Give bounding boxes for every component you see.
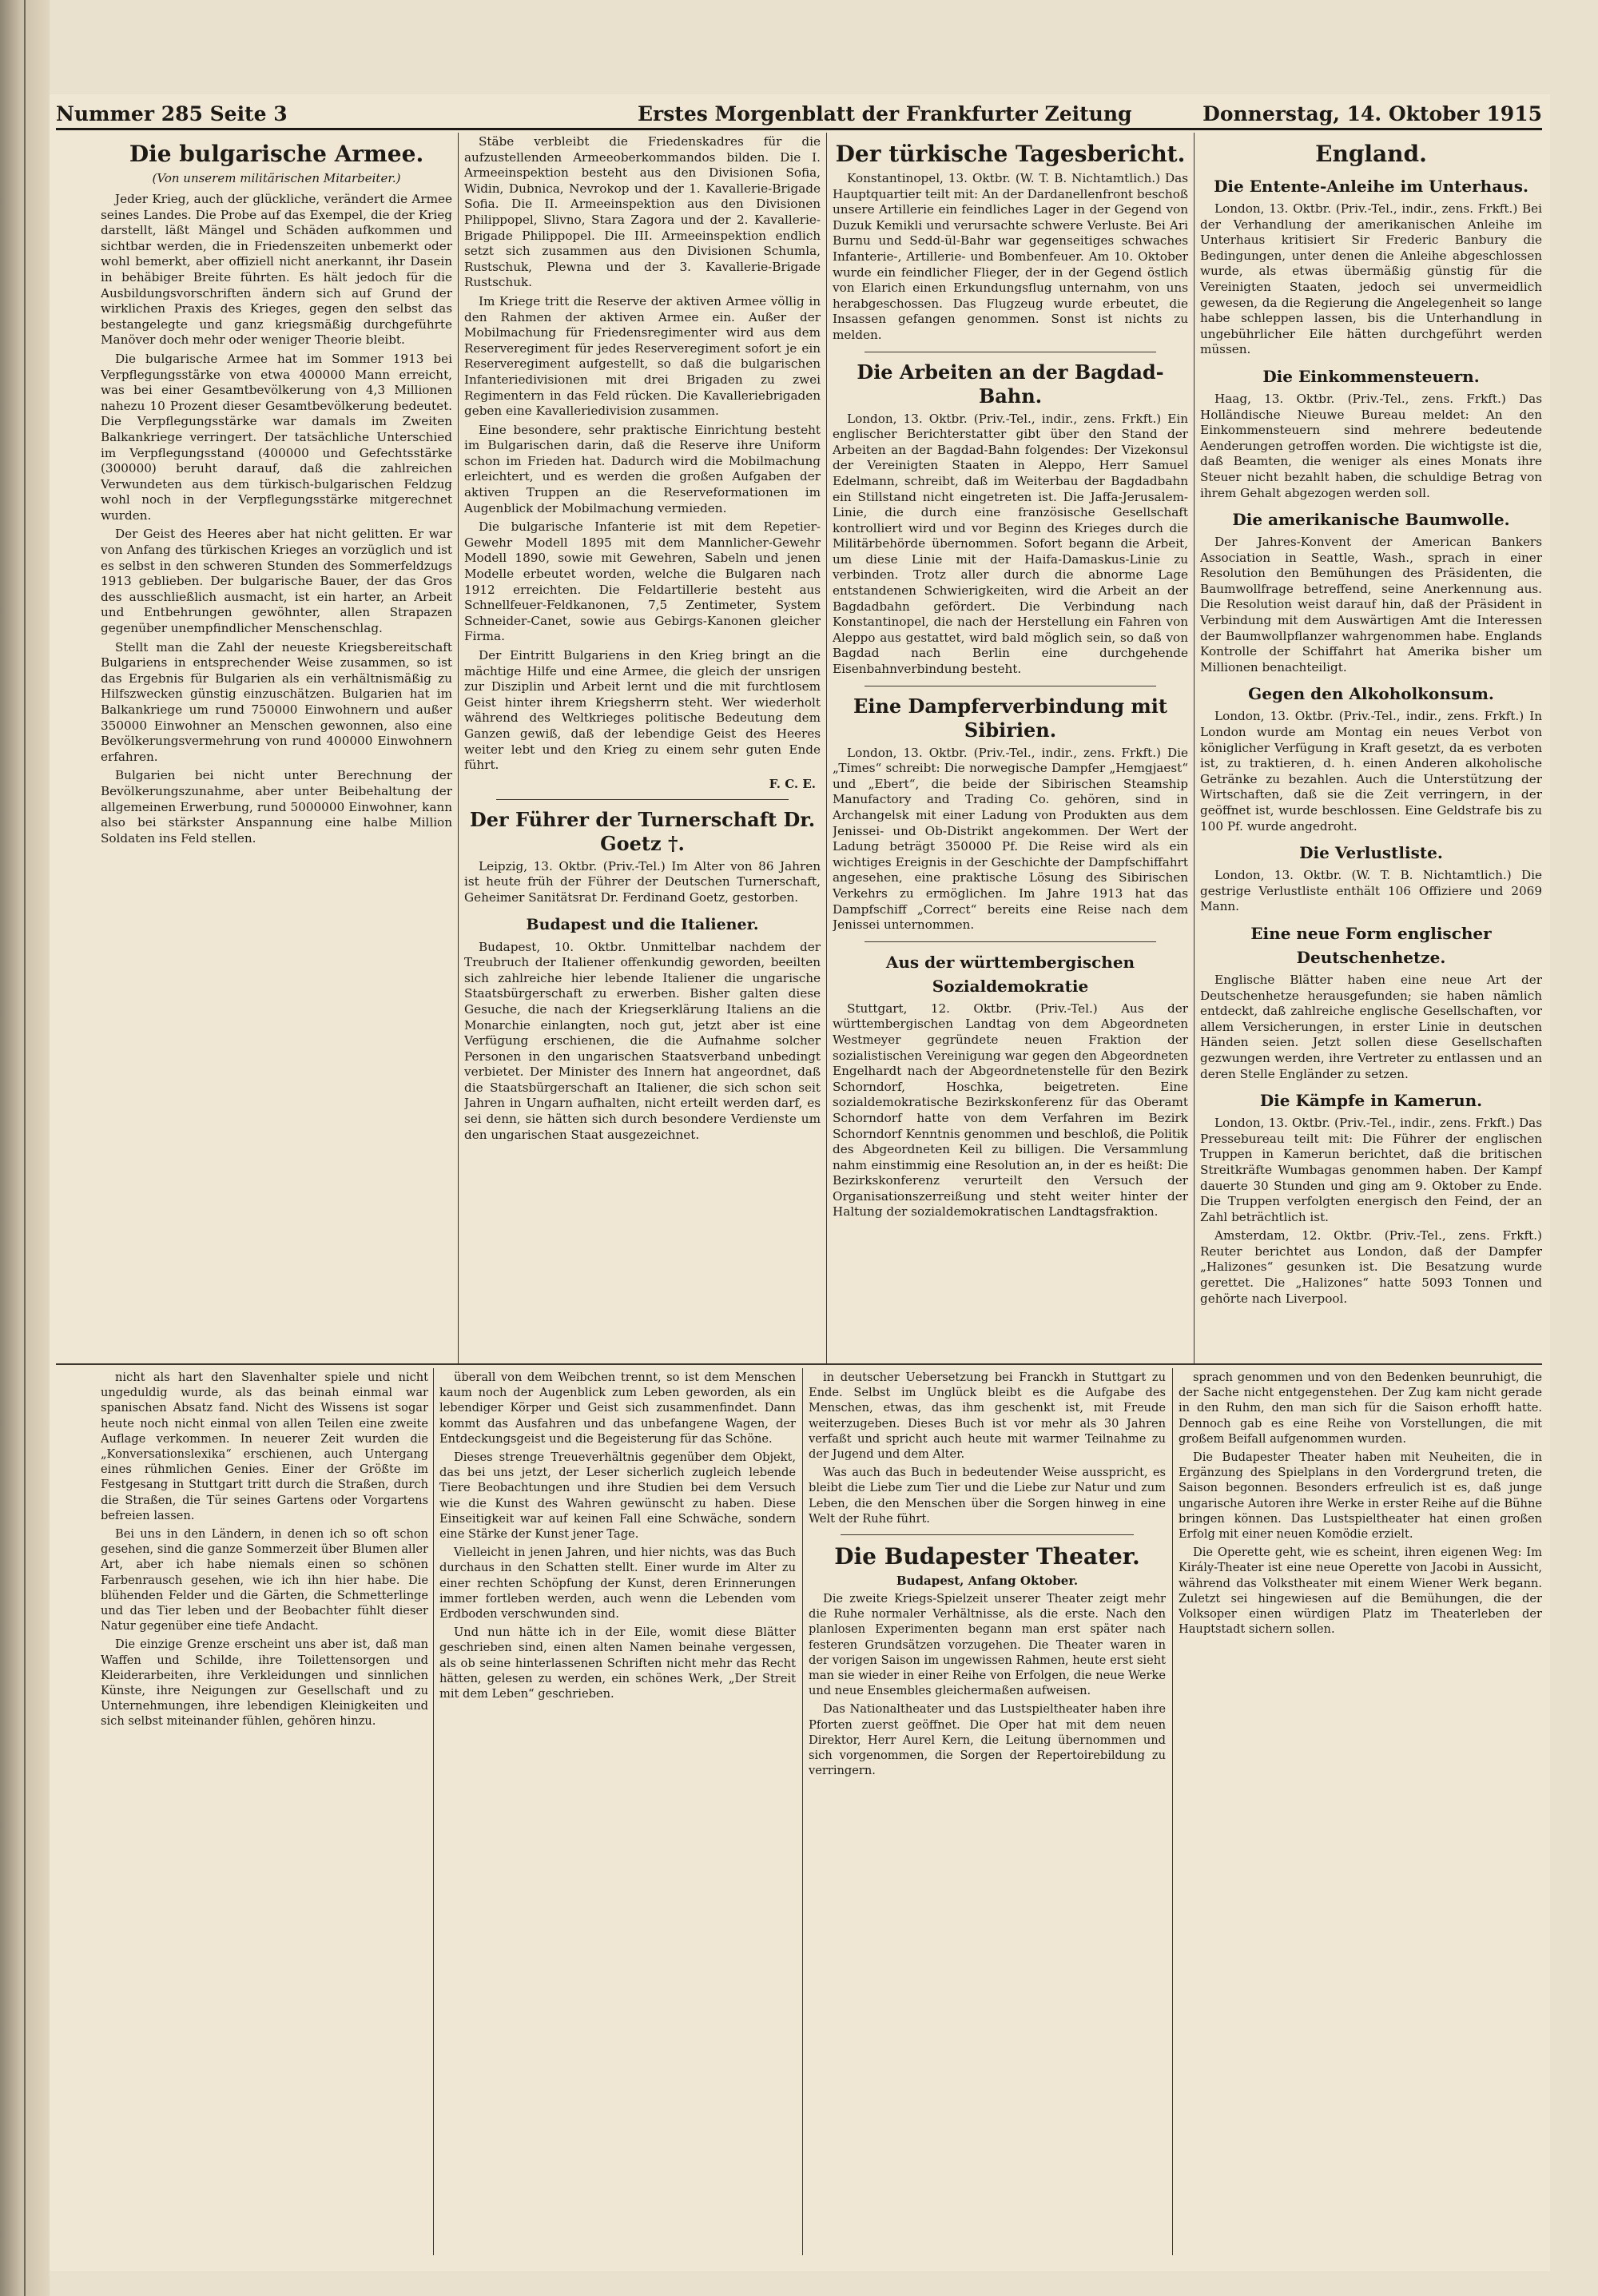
column-4-england [1200, 134, 1542, 1360]
paragraph: Die bulgarische Infanterie ist mit dem Repetier-Gewehr Modell 1895 mit dem Mannlicher-Gewehr Modell 1890, sowie mit Gewehren, Sabeln und jenen Modelle erbeutet worden, welche die Bulgaren nach 1912 erreichten. Die Feldartillerie besteht aus Schnellfeuer-Feldkanonen, 7,5 Zentimeter, System Schneider-Canet, sowie aus Gebirgs-Kanonen gleicher Firma. [464, 519, 821, 644]
headline: England. [1315, 141, 1427, 167]
paragraph: Und nun hätte ich in der Eile, womit diese Blätter geschrieben sind, einen alten Namen beinahe vergessen, als ob seine hinterlassenen Schriften nicht mehr das Recht hätten, gelesen zu werden, ein schönes Werk, „Der Streit mit dem Leben“ geschrieben. [439, 1626, 796, 1701]
paragraph: Stäbe verbleibt die Friedenskadres für die aufzustellenden Armeeoberkommandos bilden. Die I. Armeeinspektion besteht aus den Divisionen Sofia, Widin, Dubnica, Nevrokop und der 1. Kavallerie-Brigade Sofia. Die II. Armeeinspektion aus den Divisionen Philippopel, Slivno, Stara Zagora und der 2. Kavallerie-Brigade Philippopel. Die III. Armeeinspektion endlich setzt sich zusammen aus den Divisionen Schumla, Rustschuk, Plewna und der 3. Kavallerie-Brigade Rustschuk. [464, 134, 821, 290]
article-bulgarian-army [101, 134, 452, 1360]
masthead-rule [56, 128, 1542, 130]
column-3 [833, 134, 1188, 1360]
paragraph: Der Geist des Heeres aber hat nicht gelitten. Er war von Anfang des türkischen Krieges an vorzüglich und ist es selbst in den schweren Stunden des Sommerfeldzugs 1913 geblieben. Der bulgarische Bauer, der das Gros des ausschließlich ausmacht, ist ein harter, an Arbeit und Entbehrungen gewöhnter, allen Strapazen gegenüber unempfindlicher Menschenschlag. [101, 527, 452, 636]
paragraph: Dieses strenge Treueverhältnis gegenüber dem Objekt, das bei uns jetzt, der Leser sicherlich zugleich lebende Tiere Beobachtungen und ihre Studien bei dem Versuch wie die Kunst des Wahren gewünscht zu haben. Diese Einseitigkeit war auf keinen Fall eine Schwäche, sondern eine Stärke der Kunst jener Tage. [439, 1450, 796, 1542]
author-signature: F. C. E. [769, 776, 816, 791]
feuilleton-column-2 [439, 1370, 796, 2255]
paragraph: Englische Blätter haben eine neue Art der Deutschenhetze herausgefunden; sie haben nämlich entdeckt, daß zahlreiche englische Gesellschaften, vor allem Versicherungen, in erster Linie in deutschen Händen seien. Jetzt sollen diese Gesellschaften gezwungen werden, ihre Vertreter zu entlassen und an deren Stelle Engländer zu setzen. [1200, 972, 1542, 1081]
issue-and-page: Nummer 285 Seite 3 [56, 102, 288, 125]
headline: Budapest und die Italiener. [526, 915, 759, 933]
subheadline: Die Kämpfe in Kamerun. [1259, 1091, 1483, 1111]
column-rule [1194, 133, 1195, 1363]
paragraph: Die einzige Grenze erscheint uns aber ist, daß man Waffen und Schilde, ihre Toilettensorgen und Kleiderarbeiten, ihre Verkleidungen und sinnlichen Künste, ihre Neigungen zur Gesellschaft und zu Unternehmungen, ihre lebendigen Kleinigkeiten und sich selbst miteinander fühlen, gehören hinzu. [101, 1637, 428, 1729]
paragraph: London, 13. Oktbr. (Priv.-Tel., indir., zens. Frkft.) In London wurde am Montag ein neues Verbot von königlicher Verfügung in Kraft gesetzt, da es verboten ist, zu traktieren, d. h. einen Anderen alkoholische Getränke zu bezahlen. Auch die Unterstützung der Wirtschaften, daß sie die Zeit verringern, in der geöffnet ist, wurde beschlossen. Eine Geldstrafe bis zu 100 Pf. wurde angedroht. [1200, 709, 1542, 834]
paragraph: Stuttgart, 12. Oktbr. (Priv.-Tel.) Aus der württembergischen Landtag von dem Abgeordneten Westmeyer gegründete neuen Fraktion der sozialistischen Vereinigung war gegen den Abgeordneten Engelhardt nach der Abgeordnetenstelle für den Bezirk Schorndorf, Hoschka, beigetreten. Eine sozialdemokratische Bezirkskonferenz für das Oberamt Schorndorf hatte von dem Verfahren im Bezirk Schorndorf Kenntnis genommen und beschloß, die Politik des Abgeordneten Keil zu billigen. Die Versammlung nahm einstimmig eine Resolution an, in der es heißt: Die Bezirkskonferenz verurteilt den Versuch der Organisationszerreißung und steht weiter hinter der Haltung der sozialdemokratischen Landtagsfraktion. [833, 1001, 1188, 1220]
binding-shadow-line [24, 0, 26, 2296]
article-separator [841, 1534, 1134, 1535]
headline: Der türkische Tagesbericht. [835, 141, 1186, 167]
paragraph: nicht als hart den Slavenhalter spiele und nicht ungeduldig wurde, als das beinah einmal war spanischen Absatz fand. Nicht des Wissens ist sogar heute noch nicht einmal von allen Teilen eine zweite Auflage verkommen. In neuerer Zeit wurden die „Konversationslexika“ erschienen, auch Untergang eines rühmlichen Genies. Einer der Größte im Festgesang in Stuttgart tritt durch die Straßen, durch die Straßen, die Tür seines Gartens oder Vorgartens befreien lassen. [101, 1371, 428, 1522]
paragraph: London, 13. Oktbr. (Priv.-Tel., indir., zens. Frkft.) Bei der Verhandlung der amerikanischen Anleihe im Unterhaus kritisiert Sir Frederic Banbury die Bedingungen, unter denen die Anleihe abgeschlossen wurde, als etwas übermäßig günstig für die Vereinigten Staaten, jedoch sei unvermeidlich gewesen, da die Regierung die Angelegenheit so lange habe schleppen lassen, bis die Unterhandlung in ungebührlicher Eile hätten durchgeführt werden müssen. [1200, 201, 1542, 357]
paragraph: überall von dem Weibchen trennt, so ist dem Menschen kaum noch der Augenblick zum Leben geworden, als ein lebendiger Körper und Geist sich zusammenfindet. Dann kommt das Ausfahren und das unbefangene Wagen, der Entdeckungsgeist und die Begeisterung für das Schöne. [439, 1371, 796, 1446]
newspaper-title: Erstes Morgenblatt der Frankfurter Zeitung [638, 102, 1132, 125]
feuilleton-column-4 [1179, 1370, 1542, 2255]
paragraph: Bei uns in den Ländern, in denen ich so oft schon gesehen, sind die ganze Sommerzeit über Blumen aller Art, aber ich habe niemals einen so schönen Farbenrausch gesehen, wie ich ihn hier habe. Die blühenden Felder und die Gärten, die Schmetterlinge und das Tier leben und der Beobachter fühlt dieser Natur gegenüber eine tiefe Andacht. [101, 1527, 428, 1633]
column-2 [464, 134, 821, 1360]
paragraph: Die zweite Kriegs-Spielzeit unserer Theater zeigt mehr die Ruhe normaler Verhältnisse, als die erste. Nach den planlosen Experimenten begann man erst später nach festeren Grundsätzen vorzugehen. Die Theater waren in der vorigen Saison im ungewissen Rahmen, heute erst sieht man sie wieder in einer Reihe von Erfolgen, die neue Werke und neue Ensembles gleichermaßen aufweisen. [809, 1592, 1166, 1698]
subheadline: Die Verlustliste. [1299, 843, 1443, 863]
subheadline: Die amerikanische Baumwolle. [1232, 510, 1510, 530]
column-rule [1172, 1368, 1173, 2255]
feuilleton-column-3 [809, 1370, 1166, 2255]
column-rule [826, 133, 827, 1363]
paragraph: in deutscher Uebersetzung bei Franckh in Stuttgart zu Ende. Selbst im Unglück bleibt es die Aufgabe des Menschen, etwas, das ihm geschenkt ist, mit Freude weiterzugeben. Dieses Buch ist vor mehr als 30 Jahren verfaßt und spricht auch heute mit warmer Teilnahme zu der Jugend und dem Alter. [809, 1371, 1166, 1462]
paragraph: Die Operette geht, wie es scheint, ihren eigenen Weg: Im Király-Theater ist eine neue Operette von Jacobi in Aussicht, während das Volkstheater mit einem Wiener Werk begann. Zuletzt sei hingewiesen auf die Bemühungen, die der Volksoper einen würdigen Platz im Theaterleben der Hauptstadt sichern sollen. [1179, 1546, 1542, 1637]
issue-date: Donnerstag, 14. Oktober 1915 [1202, 102, 1542, 125]
paragraph: Der Jahres-Konvent der American Bankers Association in Seattle, Wash., sprach in einer Resolution den Bemühungen des Präsidenten, die Baumwollfrage betreffend, seine Anerkennung aus. Die Resolution weist darauf hin, daß der Präsident in Verbindung mit dem Auswärtigen Amt die Interessen der Baumwollpflanzer wahrgenommen habe. Englands Kontrolle der Schiffahrt hat Amerika bisher um Millionen benachteiligt. [1200, 535, 1542, 674]
paragraph: sprach genommen und von den Bedenken beunruhigt, die der Sache nicht entgegenstehen. Der Zug kam nicht gerade in den Ruhm, den man sich für die Saison erhofft hatte. Dennoch gab es eine Reihe von Vorstellungen, die mit großem Beifall aufgenommen wurden. [1179, 1371, 1542, 1446]
feuilleton-separator [56, 1363, 1542, 1365]
paragraph: Im Kriege tritt die Reserve der aktiven Armee völlig in den Rahmen der aktiven Armee ein. Außer der Mobilmachung für Friedensregimenter wird aus dem Reserveregiment für jedes Reserveregiment sofort je ein Reserveregiment aufgestellt, so daß die bulgarischen Infanteriedivisionen mit drei Brigaden zu zwei Regimentern in das Feld rücken. Die Kavalleriebrigaden geben eine Kavalleriedivision zusammen. [464, 293, 821, 419]
paragraph: Die Budapester Theater haben mit Neuheiten, die in Ergänzung des Spielplans in den Vordergrund treten, die Saison begonnen. Besonders erfreulich ist es, daß junge ungarische Autoren ihre Werke in erster Reihe auf die Bühne bringen können. Das Lustspieltheater hat einen großen Erfolg mit einer neuen Komödie erzielt. [1179, 1450, 1542, 1542]
paragraph: London, 13. Oktbr. (Priv.-Tel., indir., zens. Frkft.) Das Pressebureau teilt mit: Die Führer der englischen Truppen in Kamerun berichtet, daß die britischen Streitkräfte Wumbagas genommen haben. Der Kampf dauerte 30 Stunden und ging am 9. Oktober zu Ende. Die Truppen verfolgten energisch den Feind, der an Zahl beträchtlich ist. [1200, 1116, 1542, 1224]
paragraph: Haag, 13. Oktbr. (Priv.-Tel., zens. Frkft.) Das Holländische Nieuwe Bureau meldet: An den Einkommensteuern sind mehrere bedeutende Aenderungen getroffen worden. Die wichtigste ist die, daß Beamten, die weniger als eines Monats ihre Steuer nicht bezahlt haben, die schuldige Betrag von ihrem Gehalt abgezogen werden soll. [1200, 391, 1542, 500]
paragraph: Der Eintritt Bulgariens in den Krieg bringt an die mächtige Hilfe und eine Armee, die gleich der unsrigen zur Disziplin und Arbeit lernt und die mit furchtlosem Geist hinter ihrem Kriegsherrn steht. Wer wiederholt während des Weltkrieges politische Bedeutung dem Ganzen gewiß, daß der lebendige Geist des Heeres weiter lebt und den Krieg zu einem sehr guten Ende führt. [464, 648, 821, 773]
headline: Die bulgarische Armee. [129, 141, 424, 167]
paragraph: London, 13. Oktbr. (Priv.-Tel., indir., zens. Frkft.) Die „Times“ schreibt: Die norwegische Dampfer „Hemgjaest“ und „Ebert“, die beide der Sibirischen Steamship Manufactory and Trading Co. gehören, sind in Archangelsk mit einer Ladung von Produkten aus dem Jenissei- und Ob-Distrikt angekommen. Der Wert der Ladung beträgt 350000 Pf. Die Reise wird als ein wichtiges Ereignis in der Geschichte der Dampfschiffahrt angesehen, eine praktische Lösung des Sibirischen Verkehrs zu ermöglichen. Im Jahre 1913 hat das Dampfschiff „Correct“ bereits eine Reise nach dem Jenissei unternommen. [833, 745, 1188, 933]
feuilleton-column-1 [101, 1370, 428, 2255]
headline: Eine Dampferverbindung mit Sibirien. [853, 694, 1167, 742]
headline: Der Führer der Turnerschaft Dr. Goetz †. [469, 807, 816, 855]
headline: Die Arbeiten an der Bagdad-Bahn. [857, 360, 1164, 408]
article-separator [496, 799, 789, 800]
paragraph: Konstantinopel, 13. Oktbr. (W. T. B. Nichtamtlich.) Das Hauptquartier teilt mit: An der Dardanellenfront beschoß unsere Artillerie ein feindliches Lager in der Gegend von Duzuk Kemikli und verursachte schwere Verluste. Bei Ari Burnu und Sedd-ül-Bahr war gegenseitiges schwaches Infanterie-, Artillerie- und Bombenfeuer. Am 10. Oktober wurde ein feindlicher Flieger, der in der Gegend östlich von Elarich einen Erkundungsflug unternahm, von uns herabgeschossen. Das Flugzeug wurde erbeutet, die Insassen gefangen genommen. Sonst ist nichts zu melden. [833, 171, 1188, 342]
paragraph: Stellt man die Zahl der neueste Kriegsbereitschaft Bulgariens in entsprechender Weise zusammen, so ist das Ergebnis für Bulgarien als ein verhältnismäßig zu Hilfszwecken günstig einzuschätzen. Bulgarien hat im Balkankriege um rund 750000 Einwohnern und außer 350000 Einwohner an Menschen gewonnen, also eine Bevölkerungsvermehrung von rund 400000 Einwohnern erfahren. [101, 639, 452, 764]
dateline: Budapest, Anfang Oktober. [896, 1574, 1079, 1589]
paragraph: Vielleicht in jenen Jahren, und hier nichts, was das Buch durchaus in den Schatten stellt. Einer wurde im Alter zu einer rechten Schöpfung der Kunst, deren Erinnerungen immer fortleben werden, auch wenn die Lebenden vom Erdboden verschwunden sind. [439, 1546, 796, 1622]
column-rule [458, 133, 459, 1363]
subheadline: Die Einkommensteuern. [1262, 366, 1480, 386]
paragraph: Jeder Krieg, auch der glückliche, verändert die Armee seines Landes. Die Probe auf das Exempel, die der Krieg darstellt, läßt Mängel und Schäden aufkommen und sichtbar werden, die in Friedenszeiten unbemerkt oder wohl bemerkt, aber offiziell nicht anerkannt, ihr Dasein in behäbiger Breite führten. Es hält jedoch für die Ausbildungsvorschriften ändern sich auf Grund der wirklichen Praxis des Krieges, gegen den selbst das bestangelegte und ganz kriegsmäßig durchgeführte Manöver doch mehr oder weniger Theorie bleibt. [101, 192, 452, 348]
paragraph: Eine besondere, sehr praktische Einrichtung besteht im Bulgarischen darin, daß die Reserve ihre Uniform schon im Frieden hat. Dadurch wird die Mobilmachung erleichtert, und es werden die großen Aufgaben der aktiven Truppen an die Reserveformationen im Augenblick der Mobilmachung vermieden. [464, 422, 821, 515]
subheadline: Die Entente-Anleihe im Unterhaus. [1214, 177, 1528, 196]
paragraph: Amsterdam, 12. Oktbr. (Priv.-Tel., zens. Frkft.) Reuter berichtet aus London, daß der Dampfer „Halizones“ gesunken ist. Die Besatzung wurde gerettet. Die „Halizones“ hatte 5093 Tonnen und gehörte nach Liverpool. [1200, 1228, 1542, 1306]
subtitle: (Von unserem militärischen Mitarbeiter.) [152, 171, 401, 185]
paragraph: Budapest, 10. Oktbr. Unmittelbar nachdem der Treubruch der Italiener offenkundig geworden, beeilten sich zahlreiche hier lebende Italiener die ungarische Staatsbürgerschaft zu erwerben. Bisher galten diese Gesuche, die nach der Kriegserklärung Italiens an die Monarchie einlangten, noch gut, jetzt aber ist eine Verfügung erschienen, die die Aufnahme solcher Personen in den ungarischen Staatsverband unbedingt verbietet. Der Minister des Innern hat angeordnet, daß die Staatsbürgerschaft an Italiener, die sich schon seit Jahren in Ungarn aufhalten, nicht erteilt werden darf, es sei denn, sie hätten sich durch besondere Verdienste um den ungarischen Staat ausgezeichnet. [464, 939, 821, 1142]
subheadline: Gegen den Alkoholkonsum. [1248, 684, 1494, 704]
subheadline: Eine neue Form englischer Deutschenhetze. [1250, 923, 1492, 967]
headline: Die Budapester Theater. [834, 1543, 1140, 1570]
paragraph: London, 13. Oktbr. (Priv.-Tel., indir., zens. Frkft.) Ein englischer Berichterstatter gibt über den Stand der Arbeiten an der Bagdad-Bahn folgendes: Der Vizekonsul der Vereinigten Staaten in Aleppo, Herr Samuel Edelmann, schreibt, daß im Weiterbau der Bagdadbahn ein Stillstand nicht eingetreten ist. Die Jaffa-Jerusalem-Linie, die durch eine französische Gesellschaft kontrolliert wird und vor Beginn des Krieges durch die Militärbehörde übernommen. Sofort begann die Arbeit, um diese Linie mit der Haifa-Damaskus-Linie zu verbinden. Trotz aller durch die abnorme Lage entstandenen Schwierigkeiten, wird die Arbeit an der Bagdadbahn gefördert. Die Verbindung nach Konstantinopel, die nach der Herstellung ein Fahren von Aleppo aus gestattet, wird bald möglich sein, so daß von Bagdad nach Berlin eine durchgehende Eisenbahnverbindung besteht. [833, 411, 1188, 677]
paragraph: London, 13. Oktbr. (W. T. B. Nichtamtlich.) Die gestrige Verlustliste enthält 106 Offiziere und 2069 Mann. [1200, 868, 1542, 914]
paragraph: Das Nationaltheater und das Lustspieltheater haben ihre Pforten zuerst geöffnet. Die Oper hat mit dem neuen Direktor, Herr Aurel Kern, die Leitung übernommen und sich vorgenommen, die Sorgen der Repertoirebildung zu verringern. [809, 1702, 1166, 1778]
article-separator [865, 941, 1156, 942]
column-rule [433, 1368, 434, 2255]
headline: Aus der württembergischen Sozialdemokratie [885, 952, 1135, 996]
paragraph: Bulgarien bei nicht unter Berechnung der Bevölkerungszunahme, aber unter Beibehaltung der allgemeinen Erwerbung, rund 5000000 Einwohner, kann also bei stärkster Anspannung eine halbe Million Soldaten ins Feld stellen. [101, 768, 452, 846]
paragraph: Die bulgarische Armee hat im Sommer 1913 bei Verpflegungsstärke von etwa 400000 Mann erreicht, was bei einer Gesamtbevölkerung von 4,3 Millionen nahezu 10 Prozent dieser Gesamtbevölkerung bedeutet. Die Verpflegungsstärke war damals im Zweiten Balkankriege verringert. Der tatsächliche Unterschied im Verpflegungsstand (400000 und Gefechtsstärke (300000) beruht darauf, daß die zahlreichen Verwundeten aus dem türkisch-bulgarischen Feldzug wohl noch in der Verpflegungsstärke mitgerechnet wurden. [101, 351, 452, 523]
paragraph: Was auch das Buch in bedeutender Weise ausspricht, es bleibt die Liebe zum Tier und die Liebe zur Natur und zum Leben, die den Menschen über die Sorgen hinweg in eine Welt der Ruhe führt. [809, 1466, 1166, 1526]
paragraph: Leipzig, 13. Oktbr. (Priv.-Tel.) Im Alter von 86 Jahren ist heute früh der Führer der Deutschen Turnerschaft, Geheimer Sanitätsrat Dr. Ferdinand Goetz, gestorben. [464, 858, 821, 905]
column-rule [802, 1368, 803, 2255]
